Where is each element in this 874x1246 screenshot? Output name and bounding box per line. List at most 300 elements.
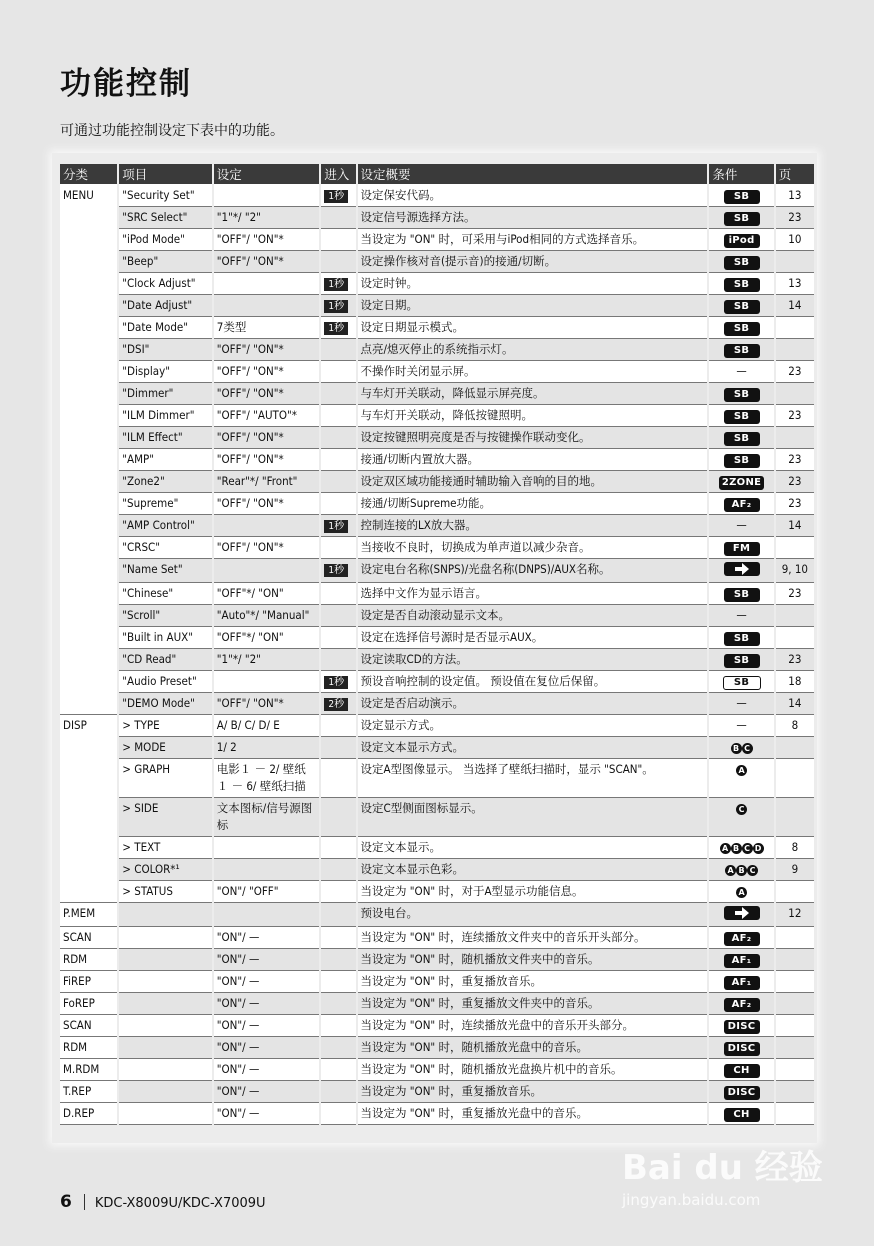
cell-condition <box>709 798 773 837</box>
cell-setting <box>214 295 320 317</box>
table-row <box>60 903 814 927</box>
cell-item <box>119 927 211 949</box>
cell-condition <box>709 715 773 737</box>
cell-setting: 1/ 2 <box>214 737 320 759</box>
cell-item: "Clock Adjust" <box>119 273 211 295</box>
cell-setting: "1"*/ "2" <box>214 649 320 671</box>
cell-item: > TEXT <box>119 837 211 859</box>
cell-condition <box>709 471 773 493</box>
condition-badge: SB <box>724 654 760 668</box>
cell-condition <box>709 881 773 903</box>
cell-enter <box>321 1103 355 1125</box>
display-type-c-icon: C <box>736 804 747 815</box>
cell-category: RDM <box>60 1037 117 1059</box>
condition-badge: 2ZONE <box>719 476 764 490</box>
cell-page <box>776 627 814 649</box>
cell-setting: "OFF"/ "ON"* <box>214 229 320 251</box>
table-row <box>60 207 814 229</box>
table-header-row <box>60 164 814 185</box>
cell-item: "Audio Preset" <box>119 671 211 693</box>
condition-badge: SB <box>724 212 760 226</box>
cell-enter <box>321 471 355 493</box>
function-control-table <box>58 164 816 1125</box>
cell-item: "Zone2" <box>119 471 211 493</box>
cell-page: 23 <box>776 649 814 671</box>
cell-summary: 当设定为 "ON" 时，重复播放文件夹中的音乐。 <box>358 993 708 1015</box>
cell-item: "Dimmer" <box>119 383 211 405</box>
cell-condition <box>709 537 773 559</box>
cell-item: "CD Read" <box>119 649 211 671</box>
condition-badge: SB <box>724 344 760 358</box>
cell-item <box>119 1103 211 1125</box>
table-row <box>60 273 814 295</box>
cell-summary: 设定是否自动滚动显示文本。 <box>358 605 708 627</box>
cell-condition <box>709 185 773 207</box>
cell-summary: 当设定为 "ON" 时，随机播放光盘换片机中的音乐。 <box>358 1059 708 1081</box>
cell-setting: "OFF"/ "ON"* <box>214 537 320 559</box>
cell-enter <box>321 295 355 317</box>
condition-badge: DISC <box>724 1086 760 1100</box>
condition-badge: iPod <box>724 234 760 248</box>
cell-item <box>119 971 211 993</box>
cell-setting: "1"*/ "2" <box>214 207 320 229</box>
cell-condition <box>709 207 773 229</box>
hold-time-badge: 1秒 <box>324 278 348 291</box>
table-row <box>60 405 814 427</box>
condition-badge: SB <box>724 410 760 424</box>
cell-enter <box>321 1015 355 1037</box>
cell-condition <box>709 949 773 971</box>
cell-condition <box>709 759 773 798</box>
cell-setting: 文本图标/信号源图标 <box>214 798 320 837</box>
table-row <box>60 671 814 693</box>
display-type-b-icon: B <box>731 743 742 754</box>
cell-summary: 预设电台。 <box>358 903 708 927</box>
cell-setting <box>214 859 320 881</box>
cell-page <box>776 1015 814 1037</box>
cell-condition <box>709 361 773 383</box>
table-row <box>60 715 814 737</box>
model-name: KDC-X8009U/KDC-X7009U <box>94 1196 266 1211</box>
cell-item: "CRSC" <box>119 537 211 559</box>
table-row <box>60 927 814 949</box>
cell-enter <box>321 1081 355 1103</box>
table-row <box>60 1059 814 1081</box>
cell-condition <box>709 837 773 859</box>
condition-badge: CH <box>724 1064 760 1078</box>
cell-item: "AMP" <box>119 449 211 471</box>
display-type-b-icon: B <box>736 865 747 876</box>
cell-item: > STATUS <box>119 881 211 903</box>
cell-setting: "OFF"*/ "ON" <box>214 627 320 649</box>
cell-setting: "ON"/ — <box>214 1081 320 1103</box>
cell-enter <box>321 949 355 971</box>
cell-setting: "ON"/ — <box>214 1059 320 1081</box>
condition-badge: AF₁ <box>724 976 760 990</box>
table-row <box>60 1103 814 1125</box>
cell-enter <box>321 449 355 471</box>
cell-summary: 当设定为 "ON" 时，重复播放音乐。 <box>358 1081 708 1103</box>
table-row <box>60 559 814 583</box>
cell-condition <box>709 859 773 881</box>
table-row <box>60 993 814 1015</box>
cell-setting: "OFF"/ "ON"* <box>214 339 320 361</box>
cell-summary: 设定是否启动演示。 <box>358 693 708 715</box>
cell-condition <box>709 1037 773 1059</box>
cell-setting: "ON"/ "OFF" <box>214 881 320 903</box>
cell-summary: 设定文本显示方式。 <box>358 737 708 759</box>
cell-condition <box>709 927 773 949</box>
cell-enter <box>321 903 355 927</box>
condition-badge: DISC <box>724 1020 760 1034</box>
cell-item: "Supreme" <box>119 493 211 515</box>
cell-summary: 当设定为 "ON" 时，随机播放文件夹中的音乐。 <box>358 949 708 971</box>
cell-summary: 设定文本显示。 <box>358 837 708 859</box>
cell-condition <box>709 671 773 693</box>
cell-category: DISP <box>60 715 117 903</box>
hold-time-badge: 1秒 <box>324 520 348 533</box>
cell-enter <box>321 715 355 737</box>
cell-setting <box>214 273 320 295</box>
cell-page: 12 <box>776 903 814 927</box>
cell-page: 23 <box>776 405 814 427</box>
cell-page <box>776 971 814 993</box>
cell-summary: 控制连接的LX放大器。 <box>358 515 708 537</box>
condition-badge: FM <box>724 542 760 556</box>
cell-summary: 设定显示方式。 <box>358 715 708 737</box>
cell-summary: 点亮/熄灭停止的系统指示灯。 <box>358 339 708 361</box>
condition-badge: AF₁ <box>724 954 760 968</box>
condition-badge: AF₂ <box>724 932 760 946</box>
cell-category: T.REP <box>60 1081 117 1103</box>
cell-condition <box>709 383 773 405</box>
table-row <box>60 537 814 559</box>
cell-page <box>776 881 814 903</box>
cell-item: "Name Set" <box>119 559 211 583</box>
condition-badge: SB <box>724 190 760 204</box>
cell-condition <box>709 251 773 273</box>
condition-badge: SB <box>724 300 760 314</box>
cell-enter <box>321 405 355 427</box>
condition-badge: SB <box>724 322 760 336</box>
header-summary: 设定概要 <box>358 164 708 185</box>
condition-badge: CH <box>724 1108 760 1122</box>
table-row <box>60 185 814 207</box>
cell-summary: 当设定为 "ON" 时，连续播放文件夹中的音乐开头部分。 <box>358 927 708 949</box>
hold-time-badge: 2秒 <box>324 698 348 711</box>
cell-setting: "OFF"/ "ON"* <box>214 693 320 715</box>
cell-enter <box>321 339 355 361</box>
cell-item <box>119 949 211 971</box>
cell-page <box>776 949 814 971</box>
cell-summary: 设定读取CD的方法。 <box>358 649 708 671</box>
cell-page <box>776 251 814 273</box>
cell-category: FiREP <box>60 971 117 993</box>
condition-badge: SB <box>724 588 760 602</box>
cell-summary: 预设音响控制的设定值。 预设值在复位后保留。 <box>358 671 708 693</box>
cell-setting: "OFF"/ "ON"* <box>214 493 320 515</box>
cell-item: > COLOR*¹ <box>119 859 211 881</box>
cell-summary: 不操作时关闭显示屏。 <box>358 361 708 383</box>
cell-condition <box>709 1015 773 1037</box>
table-row <box>60 471 814 493</box>
cell-summary: 设定按键照明亮度是否与按键操作联动变化。 <box>358 427 708 449</box>
cell-item: "ILM Effect" <box>119 427 211 449</box>
cell-page <box>776 1081 814 1103</box>
cell-condition <box>709 649 773 671</box>
cell-item: "iPod Mode" <box>119 229 211 251</box>
function-table-panel <box>52 153 817 1143</box>
cell-condition <box>709 627 773 649</box>
cell-summary: 接通/切断Supreme功能。 <box>358 493 708 515</box>
cell-setting <box>214 185 320 207</box>
cell-setting: "Auto"*/ "Manual" <box>214 605 320 627</box>
table-row <box>60 383 814 405</box>
cell-setting: "ON"/ — <box>214 993 320 1015</box>
cell-page: 14 <box>776 693 814 715</box>
condition-badge: SB <box>724 256 760 270</box>
cell-condition <box>709 903 773 927</box>
cell-item <box>119 1081 211 1103</box>
cell-summary: 接通/切断内置放大器。 <box>358 449 708 471</box>
cell-enter <box>321 229 355 251</box>
cell-summary: 设定在选择信号源时是否显示AUX。 <box>358 627 708 649</box>
table-row <box>60 949 814 971</box>
condition-badge: SB <box>723 676 761 690</box>
header-page: 页 <box>776 164 814 185</box>
cell-category: M.RDM <box>60 1059 117 1081</box>
no-condition-dash: — <box>736 364 747 378</box>
cell-enter <box>321 251 355 273</box>
table-row <box>60 361 814 383</box>
cell-category: D.REP <box>60 1103 117 1125</box>
table-row <box>60 759 814 798</box>
cell-enter <box>321 537 355 559</box>
cell-page: 23 <box>776 449 814 471</box>
cell-page: 10 <box>776 229 814 251</box>
cell-condition <box>709 559 773 583</box>
cell-item: "Chinese" <box>119 583 211 605</box>
cell-enter <box>321 583 355 605</box>
watermark <box>622 1140 823 1209</box>
cell-page: 13 <box>776 185 814 207</box>
hold-time-badge: 1秒 <box>324 190 348 203</box>
cell-enter <box>321 427 355 449</box>
cell-condition <box>709 405 773 427</box>
no-condition-dash: — <box>736 608 747 622</box>
cell-condition <box>709 693 773 715</box>
cell-item: "DSI" <box>119 339 211 361</box>
cell-summary: 设定文本显示色彩。 <box>358 859 708 881</box>
condition-badge: SB <box>724 432 760 446</box>
cell-enter <box>321 693 355 715</box>
arrow-right-icon <box>724 562 760 576</box>
display-type-a-icon: A <box>736 765 747 776</box>
table-row <box>60 737 814 759</box>
cell-setting: "Rear"*/ "Front" <box>214 471 320 493</box>
cell-condition <box>709 605 773 627</box>
cell-summary: 设定双区域功能接通时辅助输入音响的目的地。 <box>358 471 708 493</box>
cell-enter <box>321 649 355 671</box>
cell-enter <box>321 1037 355 1059</box>
cell-summary: 当设定为 "ON" 时，可采用与iPod相同的方式选择音乐。 <box>358 229 708 251</box>
condition-badge: AF₂ <box>724 498 760 512</box>
cell-enter <box>321 515 355 537</box>
intro-text: 可通过功能控制设定下表中的功能。 <box>60 123 284 139</box>
cell-page <box>776 737 814 759</box>
cell-item: "Scroll" <box>119 605 211 627</box>
cell-condition <box>709 737 773 759</box>
cell-summary: 当设定为 "ON" 时，对于A型显示功能信息。 <box>358 881 708 903</box>
cell-item: "Security Set" <box>119 185 211 207</box>
cell-item <box>119 903 211 927</box>
cell-enter <box>321 737 355 759</box>
condition-badge: SB <box>724 388 760 402</box>
cell-setting: "OFF"/ "ON"* <box>214 383 320 405</box>
table-row <box>60 881 814 903</box>
cell-summary: 设定A型图像显示。 当选择了壁纸扫描时，显示 "SCAN"。 <box>358 759 708 798</box>
display-type-c-icon: C <box>742 843 753 854</box>
cell-summary: 当接收不良时，切换成为单声道以减少杂音。 <box>358 537 708 559</box>
cell-enter <box>321 971 355 993</box>
cell-condition <box>709 1059 773 1081</box>
cell-page: 8 <box>776 837 814 859</box>
cell-category: MENU <box>60 185 117 715</box>
cell-item: "Date Adjust" <box>119 295 211 317</box>
cell-setting: "OFF"/ "ON"* <box>214 251 320 273</box>
arrow-right-icon <box>724 906 760 920</box>
cell-category: RDM <box>60 949 117 971</box>
cell-page: 14 <box>776 515 814 537</box>
cell-enter <box>321 837 355 859</box>
cell-condition <box>709 273 773 295</box>
table-row <box>60 693 814 715</box>
hold-time-badge: 1秒 <box>324 300 348 313</box>
cell-summary: 设定日期。 <box>358 295 708 317</box>
cell-page: 9 <box>776 859 814 881</box>
cell-item <box>119 993 211 1015</box>
cell-item: > MODE <box>119 737 211 759</box>
cell-setting: "ON"/ — <box>214 1037 320 1059</box>
header-enter: 进入 <box>321 164 355 185</box>
cell-setting: "ON"/ — <box>214 1015 320 1037</box>
display-type-c-icon: C <box>747 865 758 876</box>
cell-page <box>776 759 814 798</box>
cell-page: 23 <box>776 207 814 229</box>
cell-setting: 电影１ － 2/ 壁纸１ － 6/ 壁纸扫描 <box>214 759 320 798</box>
table-row <box>60 859 814 881</box>
cell-setting: "ON"/ — <box>214 927 320 949</box>
cell-condition <box>709 339 773 361</box>
cell-page <box>776 1037 814 1059</box>
header-setting: 设定 <box>214 164 320 185</box>
table-row <box>60 798 814 837</box>
hold-time-badge: 1秒 <box>324 322 348 335</box>
table-row <box>60 605 814 627</box>
display-type-a-icon: A <box>720 843 731 854</box>
cell-page <box>776 537 814 559</box>
cell-summary: 设定时钟。 <box>358 273 708 295</box>
cell-category: SCAN <box>60 927 117 949</box>
cell-page <box>776 339 814 361</box>
cell-summary: 与车灯开关联动，降低按键照明。 <box>358 405 708 427</box>
cell-item <box>119 1015 211 1037</box>
cell-item: "ILM Dimmer" <box>119 405 211 427</box>
cell-page: 14 <box>776 295 814 317</box>
table-row <box>60 627 814 649</box>
cell-summary: 当设定为 "ON" 时，连续播放光盘中的音乐开头部分。 <box>358 1015 708 1037</box>
cell-page: 18 <box>776 671 814 693</box>
cell-item: > TYPE <box>119 715 211 737</box>
table-row <box>60 1015 814 1037</box>
watermark-logo: Bai du 经验 <box>622 1148 823 1188</box>
cell-setting: "OFF"*/ "ON" <box>214 583 320 605</box>
cell-page <box>776 317 814 339</box>
cell-condition <box>709 493 773 515</box>
cell-summary: 当设定为 "ON" 时，随机播放光盘中的音乐。 <box>358 1037 708 1059</box>
cell-enter <box>321 361 355 383</box>
cell-item <box>119 1037 211 1059</box>
cell-enter <box>321 859 355 881</box>
cell-item: "Date Mode" <box>119 317 211 339</box>
cell-page <box>776 798 814 837</box>
cell-item <box>119 1059 211 1081</box>
cell-enter <box>321 493 355 515</box>
table-row <box>60 449 814 471</box>
cell-condition <box>709 1103 773 1125</box>
cell-item: "SRC Select" <box>119 207 211 229</box>
table-row <box>60 971 814 993</box>
cell-condition <box>709 427 773 449</box>
cell-page <box>776 383 814 405</box>
cell-summary: 与车灯开关联动，降低显示屏亮度。 <box>358 383 708 405</box>
cell-enter <box>321 559 355 583</box>
hold-time-badge: 1秒 <box>324 676 348 689</box>
cell-summary: 选择中文作为显示语言。 <box>358 583 708 605</box>
cell-summary: 当设定为 "ON" 时，重复播放光盘中的音乐。 <box>358 1103 708 1125</box>
table-row <box>60 295 814 317</box>
cell-setting <box>214 515 320 537</box>
cell-condition <box>709 515 773 537</box>
watermark-url: jingyan.baidu.com <box>622 1191 761 1209</box>
page-title: 功能控制 <box>60 66 192 102</box>
cell-setting: 7类型 <box>214 317 320 339</box>
cell-condition <box>709 583 773 605</box>
cell-enter <box>321 317 355 339</box>
cell-page: 23 <box>776 361 814 383</box>
cell-item: "DEMO Mode" <box>119 693 211 715</box>
cell-enter <box>321 273 355 295</box>
table-row <box>60 515 814 537</box>
cell-setting <box>214 837 320 859</box>
display-type-b-icon: B <box>731 843 742 854</box>
cell-condition <box>709 971 773 993</box>
cell-enter <box>321 1059 355 1081</box>
condition-badge: SB <box>724 632 760 646</box>
cell-item: "AMP Control" <box>119 515 211 537</box>
cell-summary: 设定日期显示模式。 <box>358 317 708 339</box>
cell-summary: 设定信号源选择方法。 <box>358 207 708 229</box>
cell-item: "Built in AUX" <box>119 627 211 649</box>
table-row <box>60 427 814 449</box>
cell-category: SCAN <box>60 1015 117 1037</box>
cell-item: "Beep" <box>119 251 211 273</box>
cell-page: 23 <box>776 493 814 515</box>
cell-enter <box>321 383 355 405</box>
cell-item: > GRAPH <box>119 759 211 798</box>
cell-setting: "OFF"/ "AUTO"* <box>214 405 320 427</box>
no-condition-dash: — <box>736 518 747 532</box>
